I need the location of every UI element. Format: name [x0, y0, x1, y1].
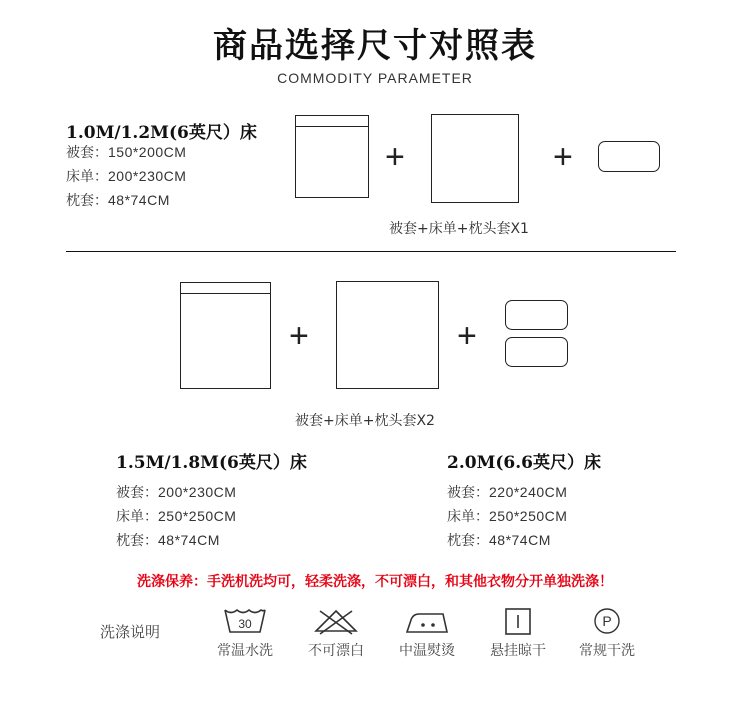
set2-option1-spec-sheet: 床单：250*250CM [116, 508, 237, 525]
set1-bed-title: 1.0M/1.2M(6英尺）床 [66, 123, 257, 143]
set1-specs [66, 141, 186, 213]
set1-duvet-graphic [295, 115, 369, 198]
set2-sheet-graphic [336, 281, 439, 389]
set2-option2-spec-pillowcase: 枕套：48*74CM [447, 532, 551, 549]
iron-medium-icon [403, 606, 451, 636]
wash-30-icon [221, 606, 269, 636]
page-title: 商品选择尺寸对照表 [213, 26, 537, 66]
set2-duvet-graphic [180, 282, 271, 389]
care-item-wash [205, 606, 285, 660]
dry-clean-icon [583, 606, 631, 636]
care-text-dry-clean: 常规干洗 [579, 643, 635, 659]
care-text-wash: 常温水洗 [217, 643, 273, 659]
care-item-iron [387, 606, 467, 660]
care-text-iron: 中温熨烫 [399, 643, 455, 659]
set1-spec-duvet: 被套：150*200CM [66, 144, 187, 161]
page-subtitle: COMMODITY PARAMETER [277, 70, 473, 86]
set2-plus-1: + [289, 317, 309, 355]
section-divider [66, 251, 676, 252]
hang-dry-icon [494, 606, 542, 636]
wash-temp-text: 30 [238, 617, 252, 631]
set2-option2-specs [447, 481, 567, 553]
set2-plus-2: + [457, 317, 477, 355]
set1-plus-2: + [553, 138, 573, 176]
set2-caption: 被套+床单+枕头套X2 [295, 413, 435, 429]
set1-plus-1: + [385, 138, 405, 176]
care-label: 洗涤说明 [100, 623, 161, 641]
set2-option2-spec-sheet: 床单：250*250CM [447, 508, 568, 525]
set2-option1-specs [116, 481, 236, 553]
care-text-no-bleach: 不可漂白 [308, 643, 364, 659]
set2-option1-bed-title: 1.5M/1.8M(6英尺）床 [116, 453, 307, 473]
set2-pillow-graphic-1 [505, 300, 568, 330]
care-item-no-bleach [296, 606, 376, 660]
set1-pillow-graphic [598, 141, 660, 172]
care-text-hang-dry: 悬挂晾干 [490, 643, 546, 659]
care-item-hang-dry [478, 606, 558, 660]
set2-option2-bed-title: 2.0M(6.6英尺）床 [447, 453, 602, 473]
dry-clean-letter: P [602, 613, 612, 629]
set2-option2-spec-duvet: 被套：220*240CM [447, 484, 568, 501]
set1-spec-pillowcase: 枕套：48*74CM [66, 192, 170, 209]
care-item-dry-clean [567, 606, 647, 660]
set1-sheet-graphic [431, 114, 519, 203]
no-bleach-icon [312, 606, 360, 636]
wash-notice: 洗涤保养：手洗机洗均可，轻柔洗涤，不可漂白，和其他衣物分开单独洗涤！ [137, 574, 613, 590]
set2-pillow-graphic-2 [505, 337, 568, 367]
set2-option1-spec-pillowcase: 枕套：48*74CM [116, 532, 220, 549]
set1-spec-sheet: 床单：200*230CM [66, 168, 187, 185]
set1-caption: 被套+床单+枕头套X1 [389, 221, 529, 237]
set2-option1-spec-duvet: 被套：200*230CM [116, 484, 237, 501]
